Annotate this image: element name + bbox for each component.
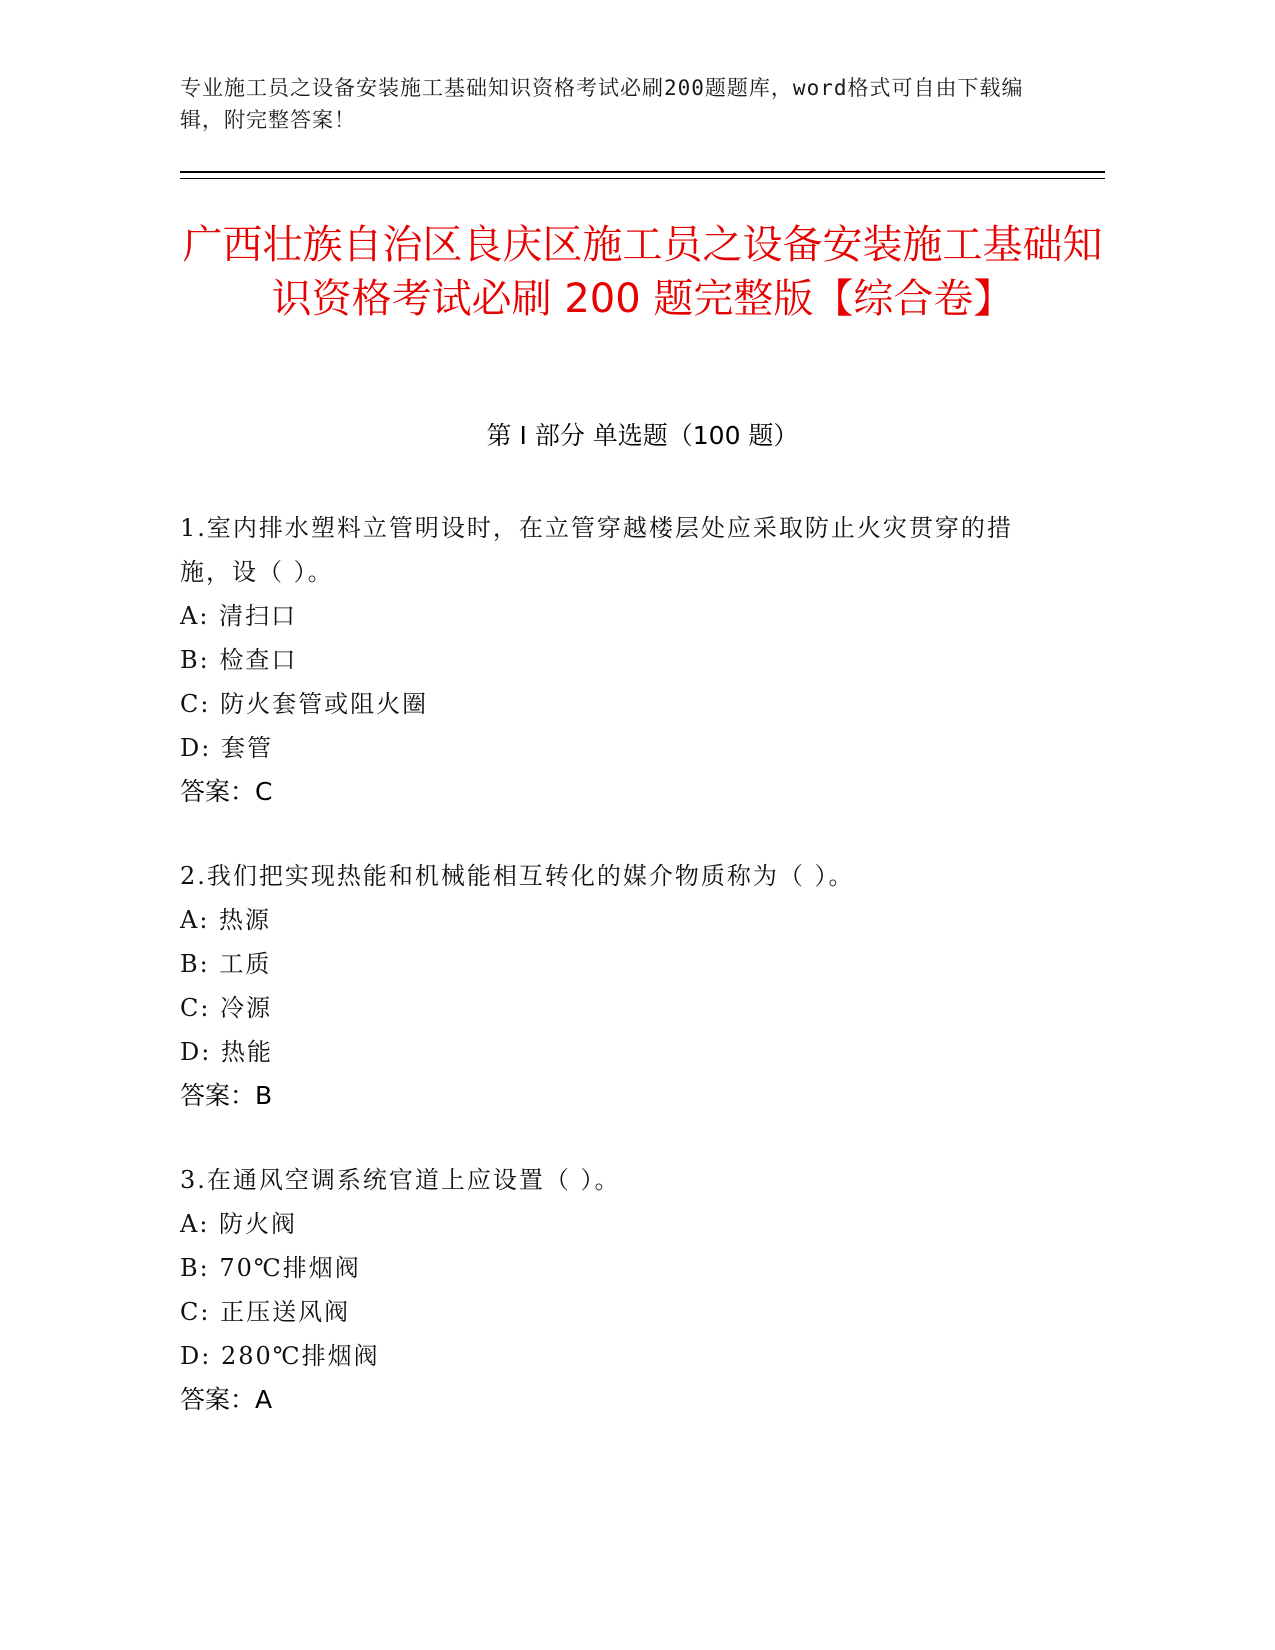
- option-b: B: 70℃排烟阀: [180, 1254, 361, 1282]
- question-item: [180, 506, 1060, 814]
- option-d: D: 热能: [180, 1038, 273, 1066]
- option-a: A: 清扫口: [180, 602, 298, 630]
- answer-line: 答案：C: [180, 777, 273, 806]
- option-b: B: 工质: [180, 950, 272, 978]
- option-c: C: 冷源: [180, 994, 273, 1022]
- option-c: C: 正压送风阀: [180, 1298, 351, 1326]
- section-heading: 第 I 部分 单选题（100 题）: [486, 421, 799, 450]
- document-title: 广西壮族自治区良庆区施工员之设备安装施工基础知识资格考试必刷 200 题完整版【综合卷】: [182, 222, 1103, 322]
- question-text: 1.室内排水塑料立管明设时，在立管穿越楼层处应采取防止火灾贯穿的措施，设（ ）。: [180, 514, 1013, 586]
- option-c: C: 防火套管或阻火圈: [180, 690, 429, 718]
- answer-line: 答案：A: [180, 1385, 273, 1414]
- question-item: [180, 854, 1060, 1118]
- option-a: A: 防火阀: [180, 1210, 298, 1238]
- question-item: [180, 1158, 1060, 1422]
- answer-line: 答案：B: [180, 1081, 273, 1110]
- header-rule-thin: [180, 178, 1105, 179]
- option-d: D: 套管: [180, 734, 273, 762]
- header-rule-thick: [180, 171, 1105, 173]
- option-d: D: 280℃排烟阀: [180, 1342, 380, 1370]
- question-text: 3.在通风空调系统官道上应设置（ ）。: [180, 1166, 621, 1194]
- header-note: 专业施工员之设备安装施工基础知识资格考试必刷200题题库，word格式可自由下载编辑，附完整答案！: [180, 76, 1024, 132]
- option-b: B: 检查口: [180, 646, 298, 674]
- option-a: A: 热源: [180, 906, 272, 934]
- question-list: [180, 506, 1060, 1462]
- question-text: 2.我们把实现热能和机械能相互转化的媒介物质称为（ ）。: [180, 862, 855, 890]
